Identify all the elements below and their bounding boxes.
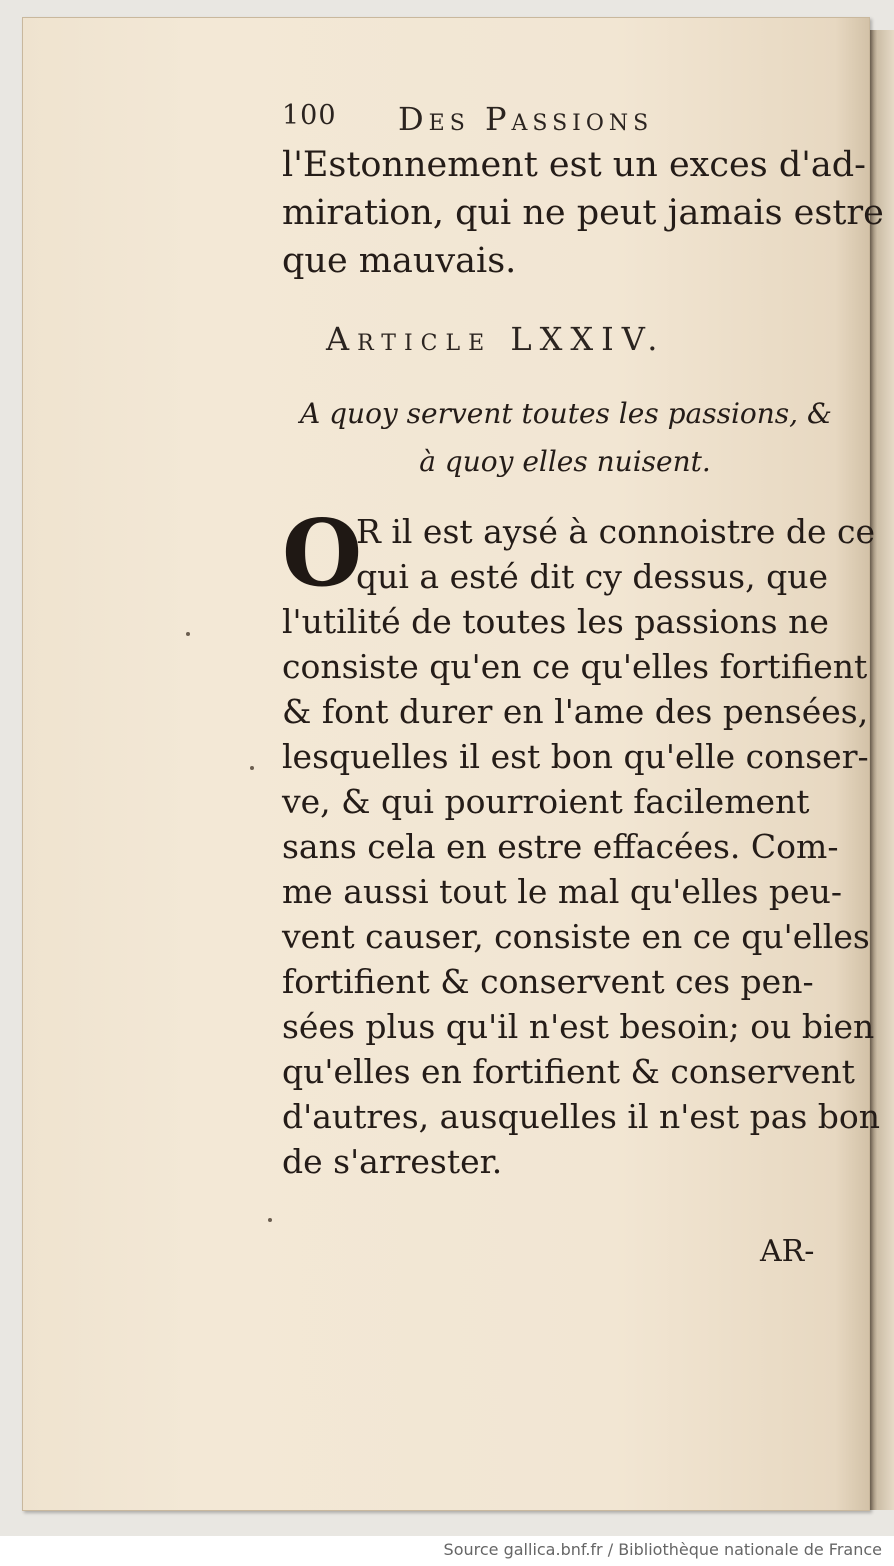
subtitle-line: A quoy servent toutes les passions, & xyxy=(300,397,832,430)
subtitle-line: à quoy elles nuisent. xyxy=(419,445,711,478)
ink-speck xyxy=(268,1218,272,1222)
body-line: sées plus qu'il n'est besoin; ou bien xyxy=(282,1007,875,1046)
body-line: qui a esté dit cy dessus, que xyxy=(356,557,828,596)
source-attribution: Source gallica.bnf.fr / Bibliothèque nationale de France xyxy=(443,1540,882,1559)
body-line: vent causer, consiste en ce qu'elles xyxy=(282,917,870,956)
article-subtitle xyxy=(300,390,830,486)
catchword: AR- xyxy=(760,1234,815,1269)
intro-line: miration, qui ne peut jamais estre xyxy=(282,193,884,233)
intro-line: que mauvais. xyxy=(282,241,517,281)
drop-cap: O xyxy=(282,499,363,607)
body-line: sans cela en estre effacées. Com- xyxy=(282,827,839,866)
ink-speck xyxy=(250,766,254,770)
article-heading: Article LXXIV. xyxy=(326,320,666,358)
body-line: & font durer en l'ame des pensées, xyxy=(282,692,869,731)
body-line: l'utilité de toutes les passions ne xyxy=(282,602,829,641)
body-line: d'autres, ausquelles il n'est pas bon xyxy=(282,1097,881,1136)
running-title: Des Passions xyxy=(398,100,654,138)
facing-page-edge xyxy=(870,30,894,1510)
body-line: me aussi tout le mal qu'elles peu- xyxy=(282,872,842,911)
body-line: R il est aysé à connoistre de ce xyxy=(356,512,876,551)
running-header xyxy=(282,100,752,140)
body-line: qu'elles en fortifient & conservent xyxy=(282,1052,855,1091)
body-line: ve, & qui pourroient facilement xyxy=(282,782,810,821)
body-line: fortifient & conservent ces pen- xyxy=(282,962,814,1001)
page-number: 100 xyxy=(282,100,337,131)
body-line: consiste qu'en ce qu'elles fortifient xyxy=(282,647,868,686)
intro-line: l'Estonnement est un exces d'ad- xyxy=(282,145,866,185)
ink-speck xyxy=(186,632,190,636)
body-line: lesquelles il est bon qu'elle conser- xyxy=(282,737,869,776)
body-line: de s'arrester. xyxy=(282,1142,503,1181)
